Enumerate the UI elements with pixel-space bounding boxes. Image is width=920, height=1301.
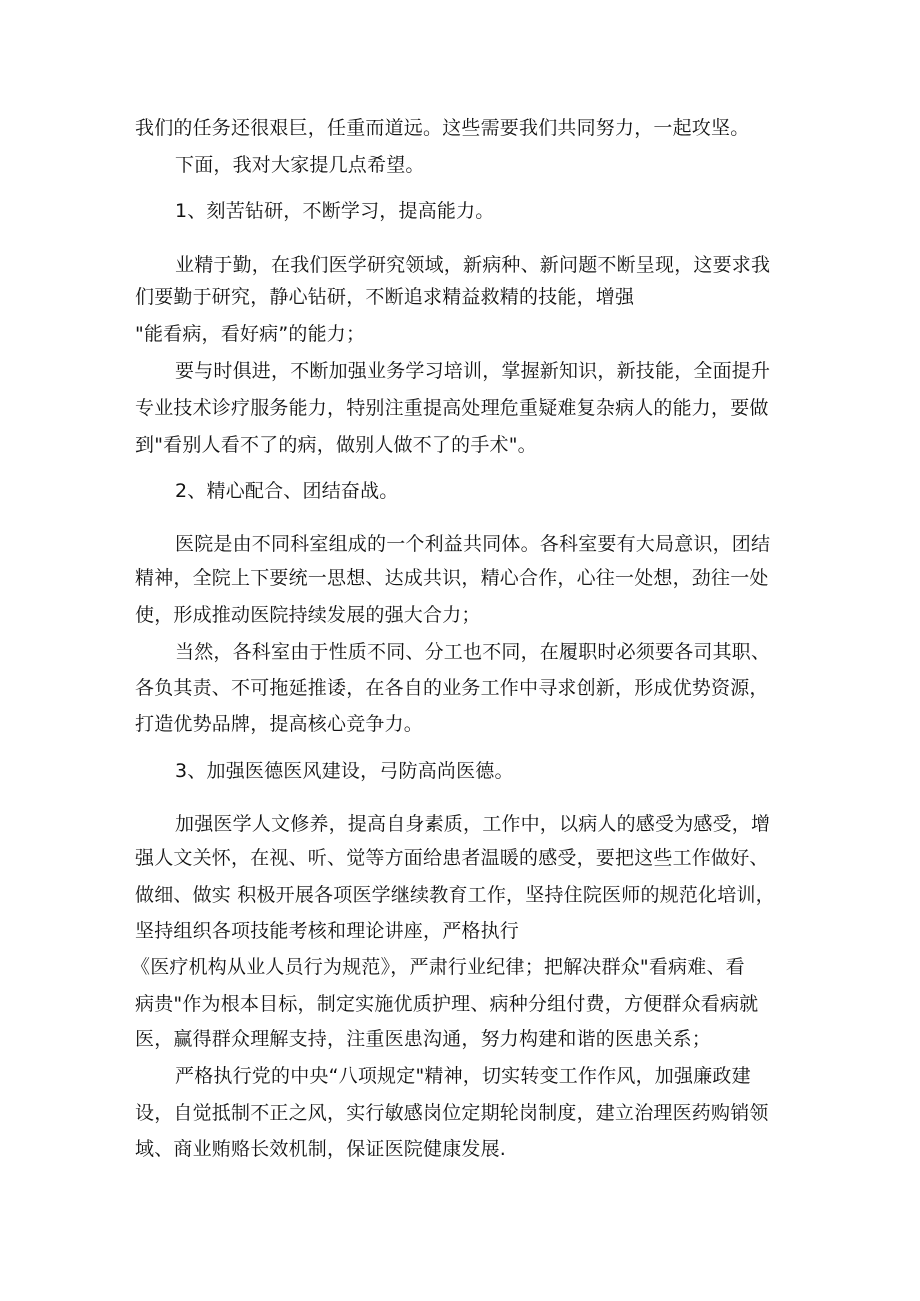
text-line: 做细、做实 积极开展各项医学继续教育工作，坚持住院医师的规范化培训， <box>135 884 775 906</box>
text-line: 下面，我对大家提几点希望。 <box>175 154 425 176</box>
text-line: 精神，全院上下要统一思想、达成共识，精心合作，心往一处想，劲往一处 <box>135 567 769 589</box>
text-line: 我们的任务还很艰巨，任重而道远。这些需要我们共同努力，一起攻坚。 <box>135 117 750 139</box>
section-heading: 1、刻苦钻研，不断学习，提高能力。 <box>175 200 495 222</box>
text-line: 严格执行党的中央“八项规定"精神，切实转变工作作风，加强廉政建 <box>175 1065 751 1087</box>
text-line: 要与时俱进，不断加强业务学习培训，掌握新知识，新技能，全面提升 <box>175 360 771 382</box>
text-line: 们要勤于研究，静心钻研，不断追求精益救精的技能，增强 <box>135 286 635 308</box>
text-line: 当然，各科室由于性质不同、分工也不同，在履职时必须要各司其职、 <box>175 641 771 663</box>
text-line: 医院是由不同科室组成的一个利益共同体。各科室要有大局意识，团结 <box>175 533 771 555</box>
text-line: 业精于勤，在我们医学研究领域，新病种、新问题不断呈现，这要求我 <box>175 254 771 276</box>
section-heading: 2、精心配合、团结奋战。 <box>175 480 399 502</box>
text-line: 使，形成推动医院持续发展的强大合力； <box>135 604 481 626</box>
text-line: 医，赢得群众理解支持，注重医患沟通，努力构建和谐的医患关系； <box>135 1028 712 1050</box>
text-line: 《医疗机构从业人员行为规范》，严肃行业纪律；把解决群众"看病难、看 <box>131 956 745 978</box>
text-line: 加强医学人文修养，提高自身素质，工作中，以病人的感受为感受，增 <box>175 813 771 835</box>
text-line: 坚持组织各项技能考核和理论讲座，严格执行 <box>135 920 520 942</box>
text-line: 专业技术诊疗服务能力，特别注重提高处理危重疑难复杂病人的能力，要做 <box>135 397 769 419</box>
text-line: 各负其责、不可拖延推诿，在各自的业务工作中寻求创新，形成优势资源， <box>135 677 769 699</box>
text-line: 强人文关怀，在视、听、觉等方面给患者温暖的感受，要把这些工作做好、 <box>135 847 769 869</box>
section-heading: 3、加强医德医风建设，弓防高尚医德。 <box>175 760 514 782</box>
text-line: 病贵"作为根本目标，制定实施优质护理、病种分组付费，方便群众看病就 <box>135 993 759 1015</box>
text-line: 到"看别人看不了的病，做别人做不了的手术"。 <box>135 434 537 456</box>
text-line: "能看病，看好病”的能力； <box>135 323 366 345</box>
text-line: 设，自觉抵制不正之风，实行敏感岗位定期轮岗制度，建立治理医药购销领 <box>135 1102 769 1124</box>
text-line: 域、商业贿赂长效机制，保证医院健康发展. <box>135 1138 507 1160</box>
text-line: 打造优势品牌，提高核心竞争力。 <box>135 713 424 735</box>
